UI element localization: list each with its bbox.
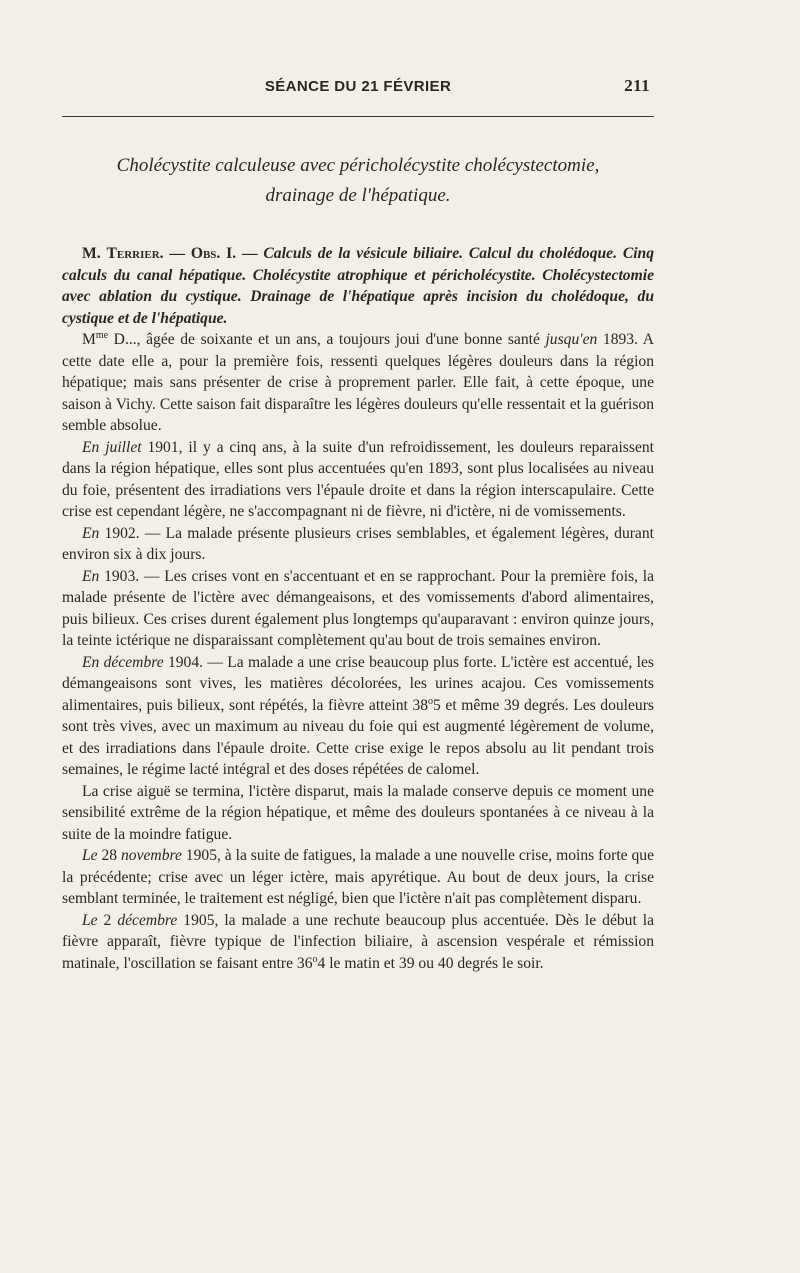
p5-degree-sup: o	[428, 695, 434, 707]
p6-text: La crise aiguë se termina, l'ictère disparut, mais la malade conserve depuis ce moment une sensibilité extrême de la région hépatique, et même des douleurs spontanées à ce niveau à la suite de la moindre fatigue.	[62, 782, 654, 843]
p1-title-abbr: M	[82, 331, 96, 348]
p3-italic: En	[82, 524, 100, 542]
section-title-line-2: drainage de l'hépatique.	[265, 185, 451, 206]
page-number: 211	[624, 76, 650, 95]
p5-text-a: 1904. — La malade a une crise beaucoup plus forte. L'ictère est accentué, les démangeaisons sont vives, les matières décolorées, les urines acajou. Ces vomissements alimentaires, puis bilieux, sont répétés, la fièvre atteint 38	[62, 653, 654, 714]
p7-italic-a: Le	[82, 847, 98, 864]
p7-mid: 28	[97, 847, 121, 864]
p2-text: 1901, il y a cinq ans, à la suite d'un refroidissement, les douleurs reparaissent dans la région hépatique, elles sont plus accentuées qu'en 1893, sont plus localisées au niveau du foie, présentent des irradiations vers l'épaule droite et dans la région interscapulaire. Cette crise est cependant légère, ne s'accompagnant ni de fièvre, ni d'ictère, ni de vomissements.	[62, 438, 654, 520]
p1-italic: jusqu'en	[545, 331, 598, 348]
paragraph-2	[62, 437, 654, 523]
p7-text: 1905, à la suite de fatigues, la malade a une nouvelle crise, moins forte que la précédente; crise avec un léger ictère, mais apyrétique. Au bout de deux jours, la crise semblant terminée, le traitement est négligé, bien que l'ictère n'ait pas complètement disparu.	[62, 847, 654, 907]
header-rule	[62, 116, 654, 117]
paragraph-1	[62, 329, 654, 437]
p8-mid: 2	[97, 911, 118, 929]
p5-italic: En décembre	[82, 653, 164, 671]
p8-degree-sup: o	[312, 953, 318, 965]
p3-text: 1902. — La malade présente plusieurs crises semblables, et également légères, durant environ six à dix jours.	[62, 524, 654, 563]
p4-text: 1903. — Les crises vont en s'accentuant et en se rapprochant. Pour la première fois, la malade présente de l'ictère avec démangeaisons, et des vomissements d'abord alimentaires, puis bilieux. Ces crises durent également plus longtemps qu'auparavant : environ quinze jours, la teinte ictérique ne disparaissant complètement qu'au bout de trois semaines environ.	[62, 567, 654, 649]
p1-text-a: D..., âgée de soixante et un ans, a toujours joui d'une bonne santé	[108, 331, 546, 348]
paragraph-4	[62, 566, 654, 652]
p4-italic: En	[82, 567, 100, 585]
running-title: SÉANCE DU 21 FÉVRIER	[264, 78, 452, 95]
p5-text-b: 5 et même 39 degrés. Les douleurs sont très vives, avec un maximum au niveau du foie qui est augmenté légèrement de volume, et des irradiations dans l'épaule droite. Cette crise exige le repos absolu au lit pendant trois semaines, le régime lacté intégral et des doses répétées de calomel.	[62, 696, 654, 778]
body-text	[62, 243, 654, 974]
observation-summary: Calculs de la vésicule biliaire. Calcul du cholédoque. Cinq calculs du canal hépatique. Cholécystite atrophique et péricholécystite. Cholécystectomie avec ablation du cystique. Drainage de l'hépatique après incision du cholédoque, du cystique et de l'hépatique.	[62, 245, 655, 327]
p7-italic-b: novembre	[121, 847, 182, 864]
p8-italic-b: décembre	[117, 911, 178, 929]
running-header	[62, 70, 654, 100]
p2-italic: En juillet	[82, 438, 142, 456]
p8-text-a: 1905, la malade a une rechute beaucoup plus accentuée. Dès le début la fièvre apparaît, fièvre typique de l'infection biliaire, à ascension vespérale et rémission matinale, l'oscillation se faisant entre 36	[62, 911, 655, 972]
author-prefix: M.	[82, 245, 107, 262]
paragraph-6	[62, 781, 654, 846]
author-name: Terrier	[106, 245, 160, 262]
section-title	[62, 151, 654, 211]
observation-label: . — Obs. I. —	[159, 245, 264, 262]
p1-title-sup: me	[95, 329, 109, 341]
p8-text-b: 4 le matin et 39 ou 40 degrés le soir.	[317, 954, 544, 972]
observation-heading	[62, 243, 654, 329]
paragraph-5	[62, 652, 654, 781]
p1-text-b: 1893. A cette date elle a, pour la première fois, ressenti quelques légères douleurs dans la région hépatique; mais sans présenter de crise à proprement parler. Elle fait, à cette époque, une saison à Vichy. Cette saison fait disparaître les légères douleurs qu'elle ressentait et la guérison semble absolue.	[62, 331, 654, 434]
paragraph-3	[62, 523, 654, 566]
p8-italic-a: Le	[82, 911, 98, 929]
book-page	[62, 70, 654, 974]
paragraph-8	[62, 910, 654, 975]
section-title-line-1: Cholécystite calculeuse avec péricholécystite cholécystectomie,	[116, 155, 600, 176]
paragraph-7	[62, 845, 654, 910]
